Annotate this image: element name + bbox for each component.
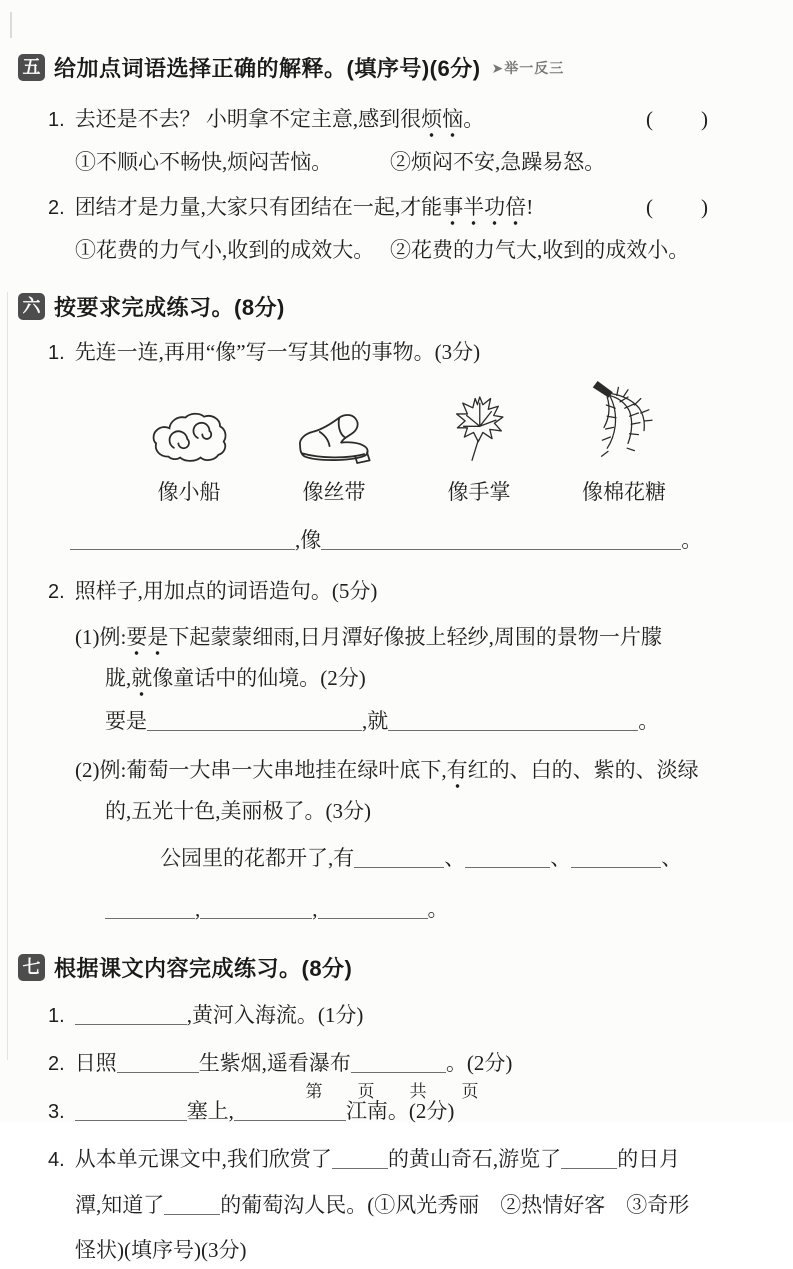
example-text: 胧, — [105, 666, 132, 690]
question-text: 的黄山奇石,游览了 — [387, 1147, 562, 1171]
question-text: 的日月 — [617, 1147, 681, 1171]
question-number: 1. — [48, 342, 65, 364]
answer-blank — [332, 1146, 388, 1169]
question-number: 2. — [48, 197, 65, 219]
question-number: 1. — [48, 109, 65, 131]
separator: , — [312, 897, 318, 921]
example-2-fill-line-1 — [160, 840, 775, 877]
answer-brackets: ( ) — [646, 195, 710, 219]
question-text: 塞上, — [186, 1099, 234, 1123]
question-5-1-options — [75, 144, 775, 181]
example-1-line-2 — [105, 660, 775, 697]
question-number: 2. — [48, 1053, 65, 1075]
dotted-word: 要是 — [126, 625, 168, 656]
answer-blank — [321, 527, 681, 550]
question-7-4-line-1 — [48, 1141, 775, 1179]
answer-blank — [164, 1192, 220, 1215]
dotted-word: 烦恼 — [421, 107, 463, 138]
question-text: 日照 — [74, 1051, 117, 1075]
question-text: 团结才是力量,大家只有团结在一起,才能 — [74, 195, 443, 219]
question-6-1 — [48, 334, 775, 372]
match-item-shoe — [275, 378, 393, 506]
period: 。 — [638, 709, 660, 733]
page-footer: 第 页 共 页 — [305, 1082, 488, 1101]
shoe-icon — [275, 378, 393, 466]
match-item-willow — [565, 378, 683, 506]
question-text: 江南。(2分) — [345, 1099, 455, 1123]
section-five-title: 给加点词语选择正确的解释。(填序号)(6分) — [54, 56, 481, 81]
question-5-2 — [48, 189, 775, 227]
answer-blank — [70, 527, 295, 550]
match-item-cloud — [130, 378, 248, 506]
question-text: 从本单元课文中,我们欣赏了 — [74, 1147, 332, 1171]
example-text: (2)例:葡萄一大串一大串地挂在绿叶底下, — [75, 758, 447, 782]
example-2-line-1 — [75, 752, 775, 789]
answer-blank — [147, 708, 362, 731]
maple-leaf-icon — [420, 378, 538, 466]
section-six-title: 按要求完成练习。(8分) — [54, 295, 285, 320]
question-text-end: ! — [526, 195, 534, 219]
answer-blank — [465, 845, 550, 868]
answer-blank — [561, 1146, 617, 1169]
question-text: 生紫烟,遥看瀑布 — [198, 1051, 351, 1075]
question-7-4-line-2 — [75, 1187, 775, 1224]
section-seven-title: 根据课文内容完成练习。(8分) — [54, 956, 353, 981]
separator: , — [195, 897, 201, 921]
question-6-2 — [48, 573, 775, 611]
answer-blank — [351, 1050, 446, 1073]
section-seven-header — [18, 952, 775, 983]
dotted-word: 就 — [131, 666, 152, 697]
question-text: 去还是不去？ 小明拿不定主意,感到很 — [74, 107, 422, 131]
question-number: 3. — [48, 1101, 65, 1123]
match-label: 像手掌 — [447, 480, 511, 504]
example-2-line-2 — [105, 793, 775, 830]
match-label: 像棉花糖 — [582, 480, 666, 504]
answer-blank — [388, 708, 638, 731]
question-5-1 — [48, 101, 775, 139]
matching-pictures-row — [130, 378, 683, 506]
cloud-icon — [130, 378, 248, 466]
scan-corner-artifact — [10, 12, 12, 38]
answer-blank — [105, 896, 195, 919]
option-2: ②花费的力气大,收到的成效小。 — [390, 238, 690, 262]
example-text: 下起蒙蒙细雨,日月潭好像披上轻纱,周围的景物一片朦 — [168, 625, 662, 649]
question-text: 的葡萄沟人民。(①风光秀丽 ②热情好客 ③奇形 — [220, 1193, 690, 1217]
question-number: 1. — [48, 1005, 65, 1027]
question-text: 潭,知道了 — [75, 1193, 165, 1217]
example-text: 像童话中的仙境。(2分) — [152, 666, 366, 690]
fill-middle: ,就 — [362, 709, 389, 733]
question-7-1 — [48, 997, 775, 1035]
question-number: 2. — [48, 581, 65, 603]
option-2: ②烦闷不安,急躁易怒。 — [390, 150, 606, 174]
connector-text: ,像 — [295, 528, 322, 552]
example-1-fill-line — [105, 703, 775, 740]
question-number: 4. — [48, 1149, 65, 1171]
separator: 、 — [550, 846, 572, 870]
answer-blank — [117, 1050, 199, 1073]
question-text: 照样子,用加点的词语造句。(5分) — [74, 579, 378, 603]
example-text: 红的、白的、紫的、淡绿 — [467, 758, 699, 782]
section-seven-badge: 七 — [18, 954, 45, 981]
answer-blank — [200, 896, 312, 919]
question-text: 怪状)(填序号)(3分) — [75, 1238, 247, 1262]
period: 。 — [681, 528, 703, 552]
separator: 、 — [444, 846, 466, 870]
period: 。 — [427, 897, 449, 921]
simile-fill-line — [70, 522, 775, 559]
dotted-word: 有 — [447, 758, 468, 789]
answer-blank — [318, 896, 428, 919]
match-label: 像小船 — [157, 480, 221, 504]
example-text: 的,五光十色,美丽极了。(3分) — [105, 799, 371, 823]
dotted-word: 事半功倍 — [442, 195, 526, 226]
question-text: ,黄河入海流。(1分) — [186, 1003, 364, 1027]
question-text: 。(2分) — [445, 1051, 513, 1075]
option-1: ①花费的力气小,收到的成效大。 — [75, 238, 375, 262]
option-1: ①不顺心不畅快,烦闷苦恼。 — [75, 150, 333, 174]
answer-brackets: ( ) — [646, 107, 710, 131]
section-five-header — [18, 52, 775, 83]
question-text: 先连一连,再用“像”写一写其他的事物。(3分) — [74, 340, 481, 364]
section-six-badge: 六 — [18, 293, 45, 320]
fill-prefix: 公园里的花都开了,有 — [160, 846, 355, 870]
example-2-fill-line-2 — [105, 891, 775, 928]
willow-icon — [565, 378, 683, 466]
match-item-maple-leaf — [420, 378, 538, 506]
section-five-badge: 五 — [18, 54, 45, 81]
answer-blank — [75, 1002, 187, 1025]
section-five-tag: ➤举一反三 — [491, 59, 565, 76]
question-text-end: 。 — [463, 107, 485, 131]
fill-prefix: 要是 — [105, 709, 147, 733]
example-prefix: (1)例: — [75, 625, 127, 649]
separator: 、 — [661, 846, 683, 870]
section-six-header — [18, 291, 775, 322]
answer-blank — [354, 845, 444, 868]
match-label: 像丝带 — [302, 480, 366, 504]
question-5-2-options — [75, 232, 775, 269]
question-7-4-line-3 — [75, 1232, 775, 1269]
example-1-line-1 — [75, 619, 775, 656]
scan-edge-artifact — [7, 292, 8, 1060]
answer-blank — [571, 845, 661, 868]
